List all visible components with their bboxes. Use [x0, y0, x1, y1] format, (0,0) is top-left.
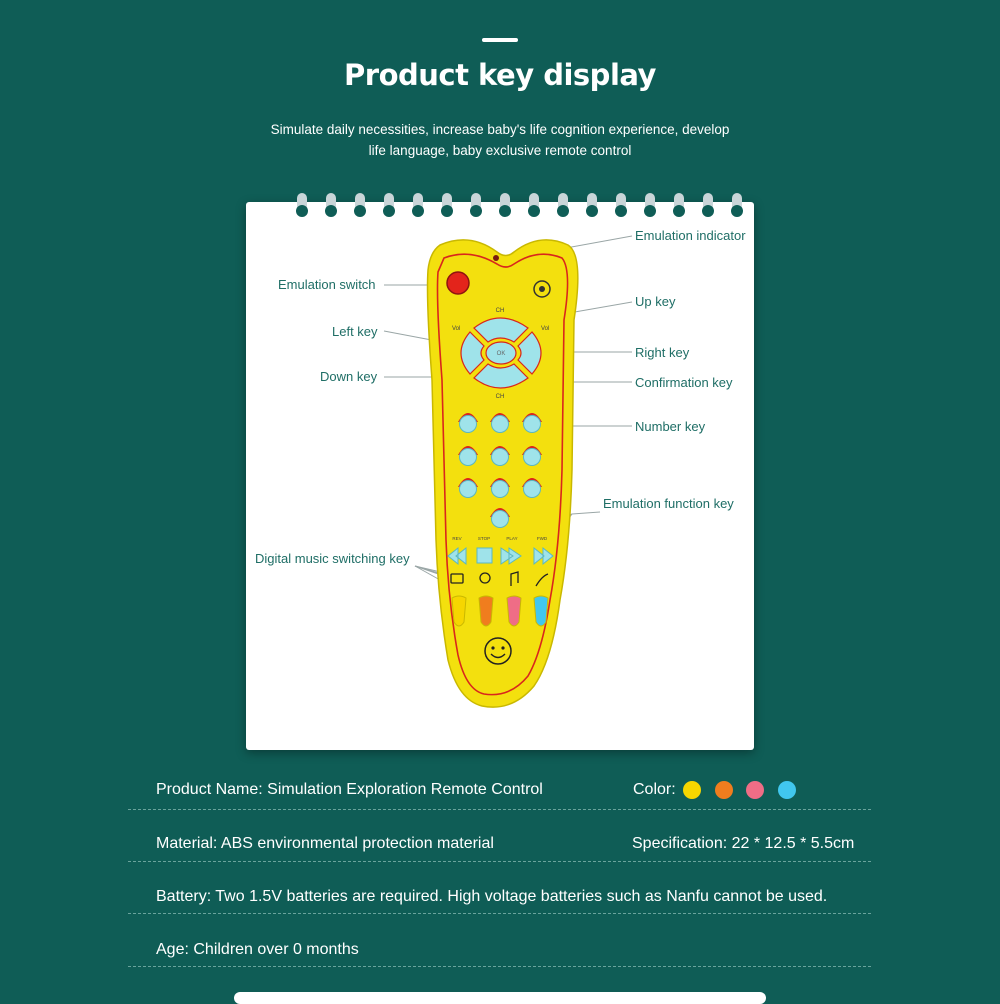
- vol-left-text: Vol: [452, 326, 461, 332]
- color-swatch-orange: [715, 781, 733, 799]
- specification: Specification: 22 * 12.5 * 5.5cm: [632, 835, 855, 852]
- color-swatch-pink: [746, 781, 764, 799]
- emulation-indicator-light: [493, 255, 499, 261]
- color-label: Color:: [633, 781, 676, 798]
- divider: [128, 966, 871, 967]
- function-keys: [448, 548, 553, 564]
- callout-down-key: Down key: [320, 369, 378, 384]
- color-swatch-yellow: [683, 781, 701, 799]
- material: Material: ABS environmental protection material: [156, 835, 494, 852]
- yellow-music-key: [452, 596, 466, 626]
- callout-up-key: Up key: [635, 294, 676, 309]
- ch-bottom-text: CH: [495, 394, 505, 400]
- callout-emulation-indicator: Emulation indicator: [635, 228, 746, 243]
- battery: Battery: Two 1.5V batteries are required. High voltage batteries such as Nanfu cannot be used.: [156, 888, 828, 905]
- age: Age: Children over 0 months: [156, 941, 359, 958]
- page-title: Product key display: [344, 58, 656, 92]
- ch-top-text: CH: [495, 308, 505, 314]
- stop-key: [477, 548, 492, 563]
- divider: [128, 913, 871, 914]
- callout-digital-music-switching-key: Digital music switching key: [255, 551, 410, 566]
- ok-text: OK: [496, 351, 506, 357]
- divider: [128, 809, 871, 810]
- color-swatch-blue: [778, 781, 796, 799]
- callout-right-key: Right key: [635, 345, 690, 360]
- subtitle-line-2: life language, baby exclusive remote control: [368, 143, 632, 158]
- emulation-switch-button: [447, 272, 469, 294]
- blue-music-key: [534, 596, 548, 626]
- callout-number-key: Number key: [635, 419, 706, 434]
- stop-text: STOP: [477, 536, 491, 541]
- vol-right-text: Vol: [541, 326, 550, 332]
- product-name: Product Name: Simulation Exploration Remote Control: [156, 781, 543, 798]
- orange-music-key: [479, 596, 493, 626]
- smiley-icon: [485, 638, 511, 664]
- callout-emulation-function-key: Emulation function key: [603, 496, 734, 511]
- bottom-wave-decoration: [234, 992, 766, 1004]
- pink-music-key: [507, 596, 521, 626]
- fwd-text: FWD: [536, 536, 548, 541]
- callout-emulation-switch: Emulation switch: [278, 277, 376, 292]
- play-text: PLAY: [506, 536, 518, 541]
- divider: [128, 861, 871, 862]
- rev-text: REV: [452, 536, 462, 541]
- callout-confirmation-key: Confirmation key: [635, 375, 733, 390]
- callout-left-key: Left key: [332, 324, 378, 339]
- subtitle-line-1: Simulate daily necessities, increase baby's life cognition experience, develop: [270, 122, 730, 137]
